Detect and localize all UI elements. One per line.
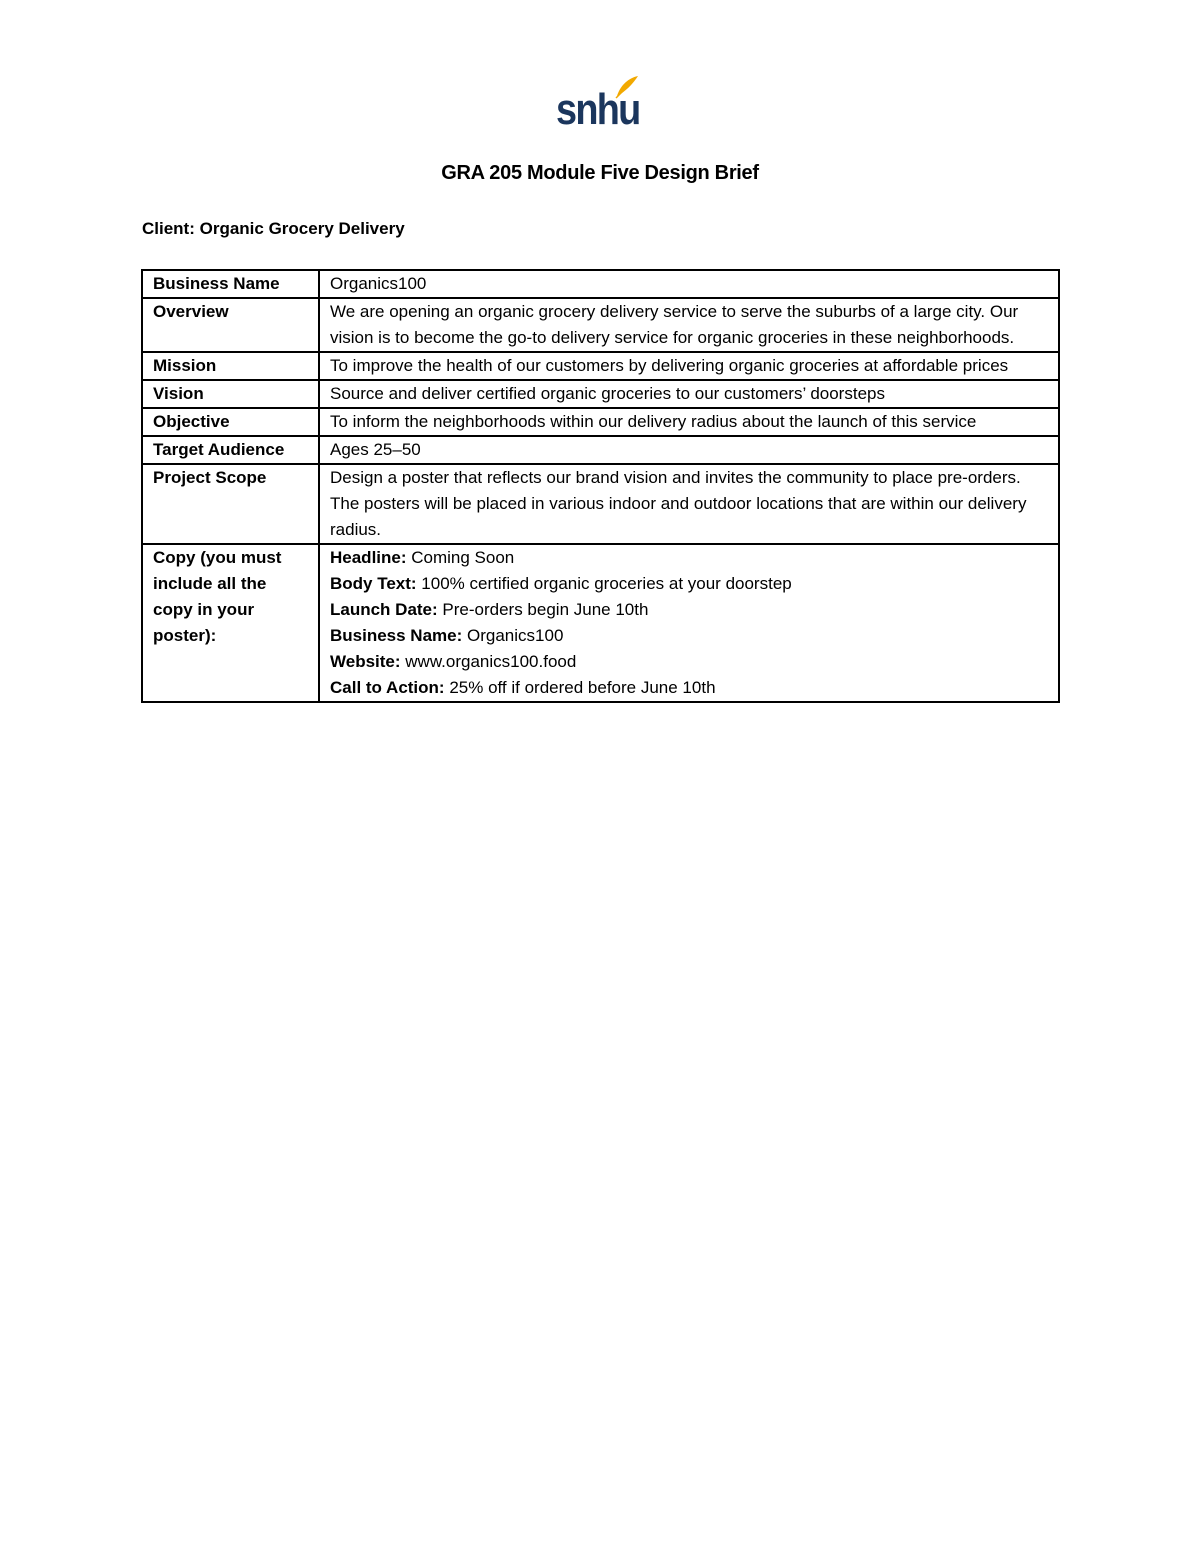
table-row bbox=[142, 380, 1059, 408]
snhu-logo bbox=[556, 74, 640, 132]
row-label: Vision bbox=[142, 380, 319, 408]
copy-key: Call to Action: bbox=[330, 678, 445, 697]
client-line: Client: Organic Grocery Delivery bbox=[142, 219, 405, 238]
copy-list bbox=[319, 544, 1059, 702]
copy-value: Organics100 bbox=[462, 626, 564, 645]
copy-key: Headline: bbox=[330, 548, 407, 567]
row-label: Copy (you must include all the copy in your poster): bbox=[142, 544, 319, 702]
design-brief-table bbox=[141, 269, 1060, 703]
copy-key: Body Text: bbox=[330, 574, 417, 593]
row-label: Mission bbox=[142, 352, 319, 380]
page-title: GRA 205 Module Five Design Brief bbox=[441, 162, 759, 184]
copy-business-name bbox=[330, 623, 1048, 649]
copy-key: Launch Date: bbox=[330, 600, 438, 619]
copy-value: Coming Soon bbox=[406, 548, 515, 567]
row-value: To inform the neighborhoods within our delivery radius about the launch of this service bbox=[319, 408, 1059, 436]
row-value: Organics100 bbox=[319, 270, 1059, 298]
copy-headline bbox=[330, 545, 1048, 571]
copy-value: Pre-orders begin June 10th bbox=[437, 600, 649, 619]
table-row bbox=[142, 298, 1059, 352]
row-value: Design a poster that reflects our brand vision and invites the community to place pre-orders. The posters will be placed in various indoor and outdoor locations that are within our delivery radius. bbox=[319, 464, 1059, 544]
table-row bbox=[142, 270, 1059, 298]
copy-key: Website: bbox=[330, 652, 401, 671]
row-value: We are opening an organic grocery delivery service to serve the suburbs of a large city. Our vision is to become the go-to delivery service for organic groceries in these neighborhoods. bbox=[319, 298, 1059, 352]
copy-body-text bbox=[330, 571, 1048, 597]
copy-value: www.organics100.food bbox=[400, 652, 577, 671]
row-label: Project Scope bbox=[142, 464, 319, 544]
table-row bbox=[142, 544, 1059, 702]
row-value: To improve the health of our customers by delivering organic groceries at affordable prices bbox=[319, 352, 1059, 380]
row-value: Source and deliver certified organic groceries to our customers’ doorsteps bbox=[319, 380, 1059, 408]
table-row bbox=[142, 408, 1059, 436]
table-row bbox=[142, 436, 1059, 464]
row-label: Objective bbox=[142, 408, 319, 436]
row-label: Business Name bbox=[142, 270, 319, 298]
table-row bbox=[142, 352, 1059, 380]
leaf-icon bbox=[614, 74, 640, 100]
copy-key: Business Name: bbox=[330, 626, 463, 645]
copy-value: 25% off if ordered before June 10th bbox=[444, 678, 716, 697]
copy-website bbox=[330, 649, 1048, 675]
row-label: Target Audience bbox=[142, 436, 319, 464]
table-row bbox=[142, 464, 1059, 544]
copy-value: 100% certified organic groceries at your doorstep bbox=[416, 574, 792, 593]
logo-wordmark: snhu bbox=[556, 85, 640, 134]
copy-call-to-action bbox=[330, 675, 1048, 701]
row-label: Overview bbox=[142, 298, 319, 352]
row-value: Ages 25–50 bbox=[319, 436, 1059, 464]
copy-launch-date bbox=[330, 597, 1048, 623]
